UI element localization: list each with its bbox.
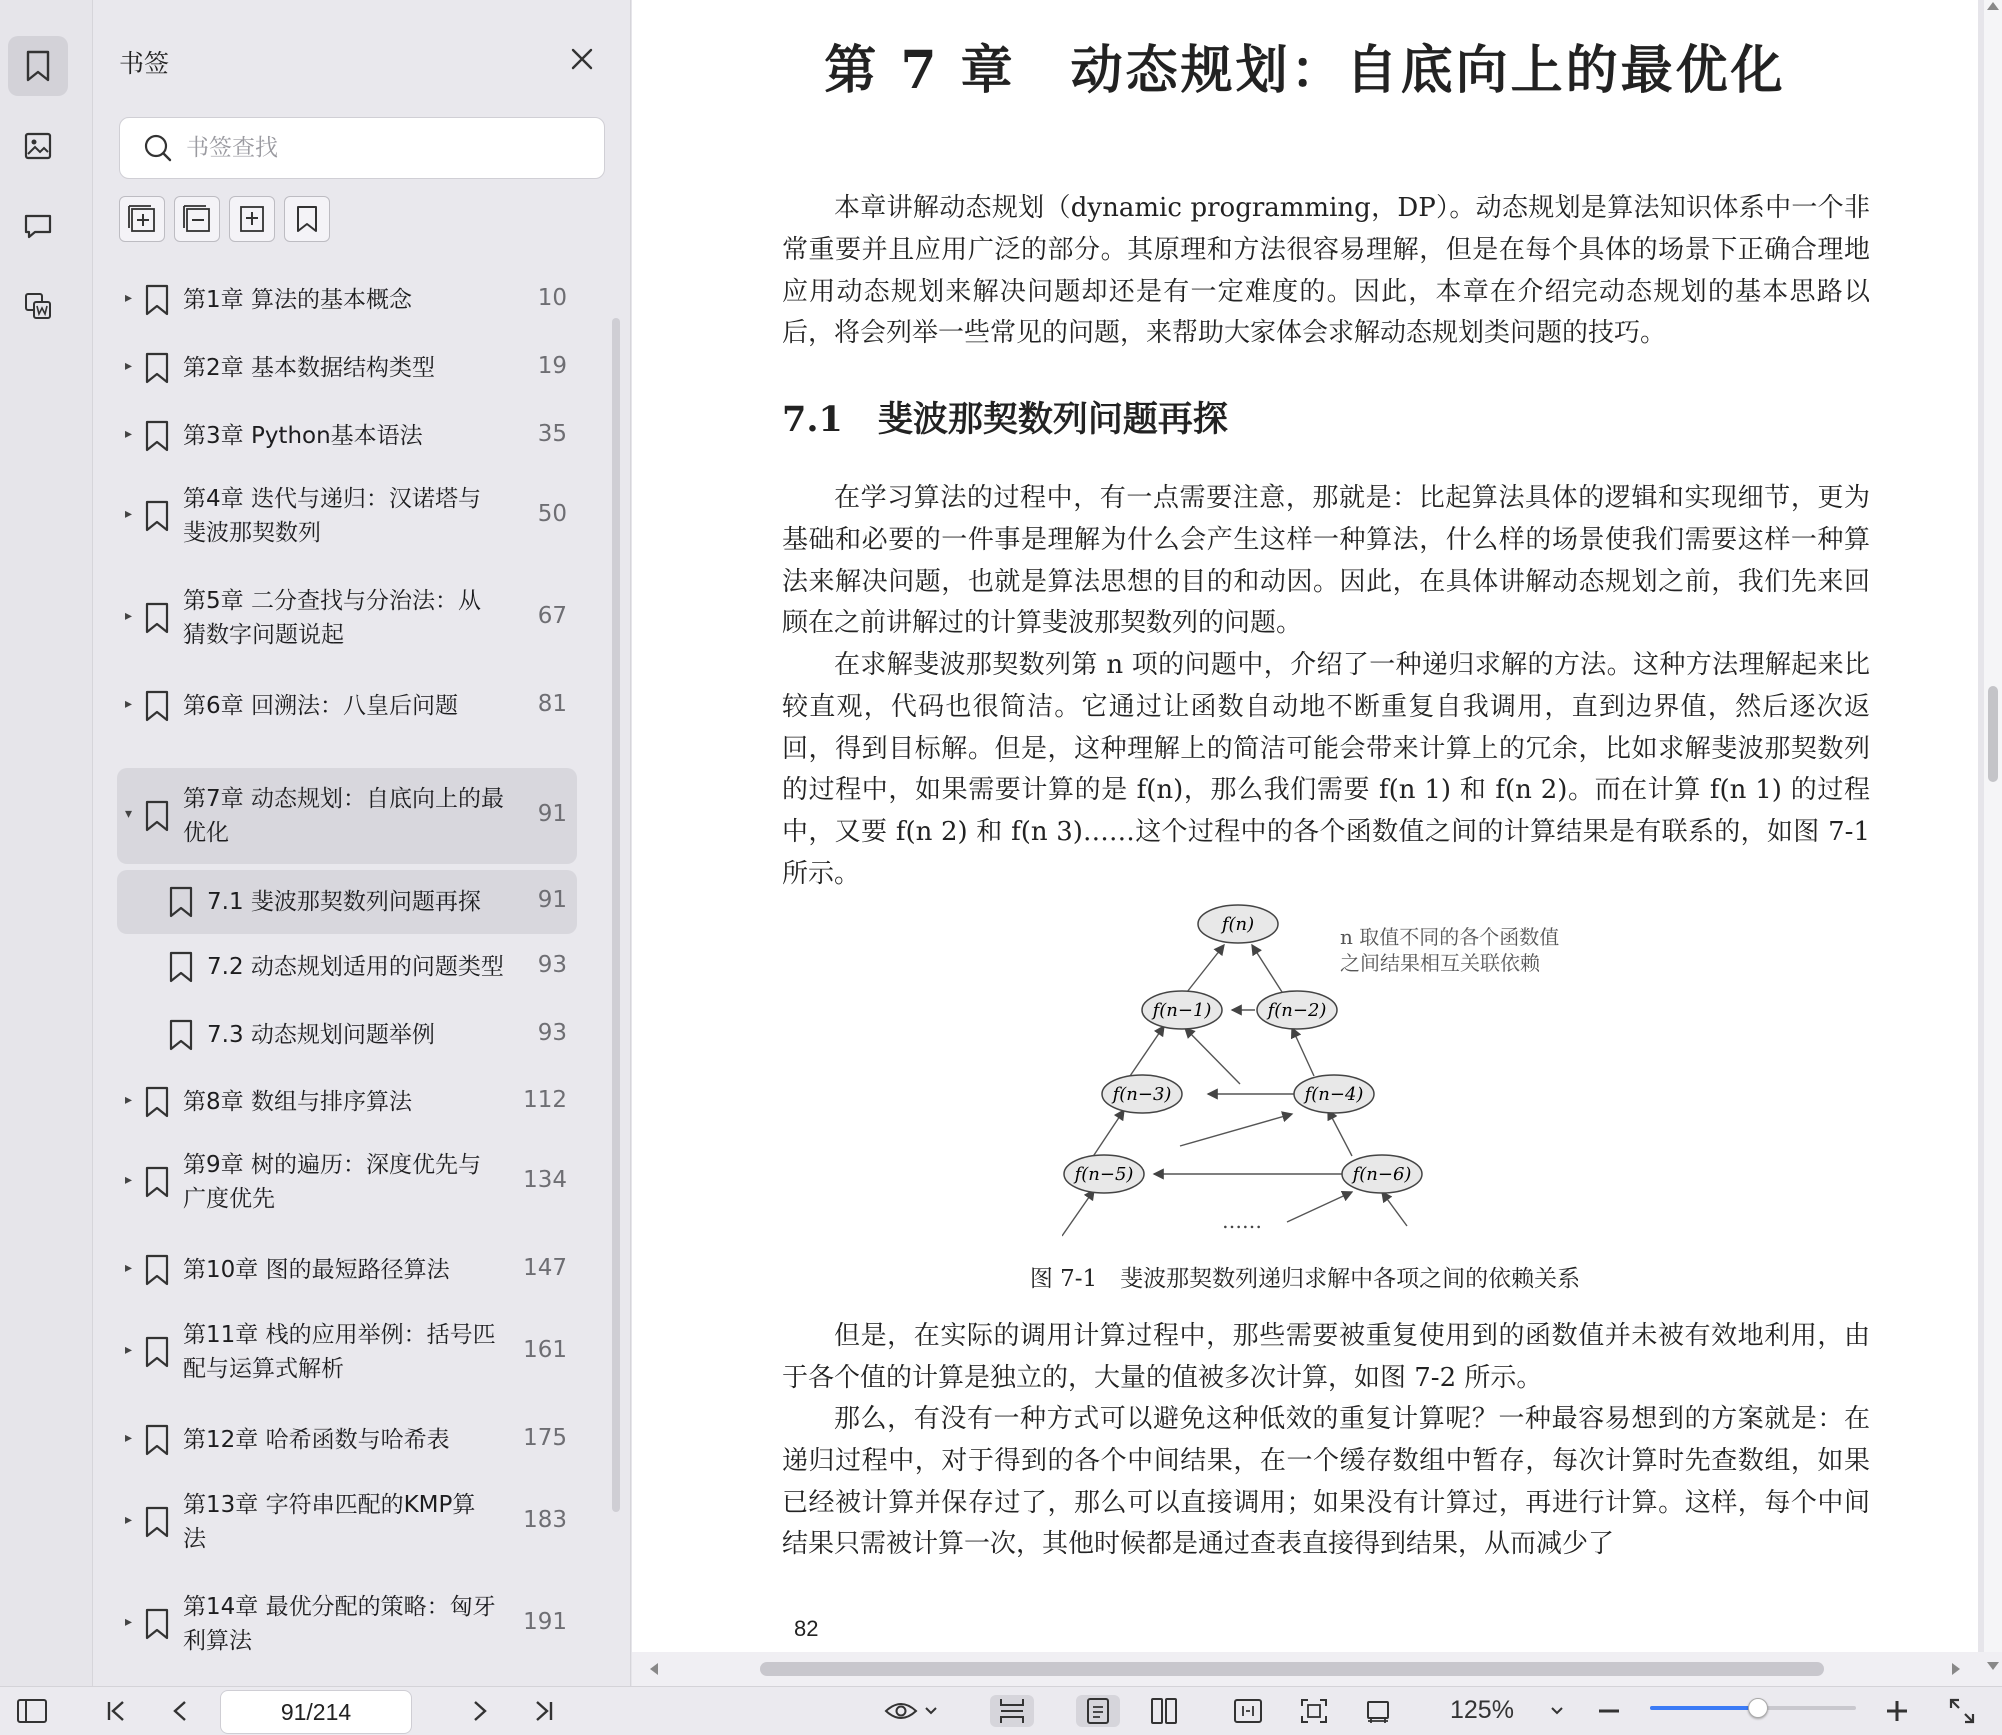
chapter-title: 第 7 章 动态规划：自底向上的最优化 (824, 40, 1786, 101)
bookmark-page-number: 10 (537, 285, 567, 311)
bookmark-icon (143, 1085, 171, 1123)
expand-triangle-icon[interactable]: ▸ (125, 1430, 133, 1446)
scroll-up-icon[interactable] (1987, 2, 1999, 12)
add-bookmark-button[interactable] (229, 196, 275, 242)
bookmark-page-number: 134 (523, 1167, 567, 1193)
sidebar-title: 书签 (119, 49, 170, 78)
bookmark-label (183, 1318, 496, 1386)
bookmark-item[interactable] (117, 1136, 577, 1228)
bookmark-label-line: 第3章 Python基本语法 (183, 423, 423, 449)
bookmark-icon (143, 419, 171, 457)
bookmark-item[interactable] (117, 408, 577, 464)
next-page-button[interactable] (464, 1695, 496, 1727)
bookmark-icon (143, 1165, 171, 1203)
rotate-button[interactable] (1356, 1695, 1400, 1727)
fig-ellipsis: …… (1222, 1209, 1262, 1233)
bookmark-icon (143, 1423, 171, 1461)
bookmark-item[interactable] (117, 1074, 577, 1130)
body-paragraph-3: 但是，在实际的调用计算过程中，那些需要被重复使用到的函数值并未被有效地利用，由于各个值的计算是独立的，大量的值被多次计算，如图 7-2 所示。 (782, 1321, 1870, 1393)
expand-triangle-icon[interactable]: ▸ (125, 608, 133, 624)
bookmark-item[interactable] (117, 1578, 577, 1670)
bookmark-icon (143, 1505, 171, 1543)
chevron-left-icon (171, 1699, 189, 1723)
single-page-button[interactable] (1076, 1695, 1120, 1727)
zoom-out-button[interactable] (1592, 1695, 1626, 1727)
bookmark-label-line: 第12章 哈希函数与哈希表 (183, 1427, 450, 1453)
bookmark-subitem[interactable] (117, 870, 577, 934)
bookmark-label-line: 第1章 算法的基本概念 (183, 287, 412, 313)
bookmark-subitem[interactable] (117, 1006, 577, 1064)
figure-note-line-2: 之间结果相互关联依赖 (1340, 951, 1540, 975)
bookmark-label-line: 第2章 基本数据结构类型 (183, 355, 435, 381)
document-page (632, 0, 1978, 1652)
body-paragraph-1: 在学习算法的过程中，有一点需要注意，那就是：比起算法具体的逻辑和实现细节，更为基础和必要的一件事是理解为什么会产生这样一种算法，什么样的场景使我们需要这样一种算法来解决问题，也就是算法思想的目的和动因。因此，在具体讲解动态规划之前，我们先来回顾在之前讲解过的计算斐波那契数列的问题。 (782, 483, 1870, 639)
add-bookmark-icon (236, 203, 268, 235)
bookmark-label-line: 第5章 二分查找与分治法：从 (183, 588, 481, 614)
close-sidebar-button[interactable] (567, 44, 597, 74)
expand-triangle-icon[interactable]: ▸ (125, 1342, 133, 1358)
figure-note-line-1: n 取值不同的各个函数值 (1340, 925, 1560, 949)
bookmark-page-number: 35 (537, 421, 567, 447)
fit-page-button[interactable] (1292, 1695, 1336, 1727)
bookmark-label-line: 第10章 图的最短路径算法 (183, 1257, 450, 1283)
search-icon (142, 132, 174, 164)
bookmark-label (183, 1085, 412, 1119)
previous-page-button[interactable] (164, 1695, 196, 1727)
fig-node-fn-3: f(n−3) (1112, 1084, 1172, 1105)
bookmark-label-line: 第13章 字符串匹配的KMP算 (183, 1492, 476, 1518)
first-page-icon (105, 1699, 127, 1723)
bookmark-item[interactable] (117, 472, 577, 560)
view-mode-button[interactable] (880, 1695, 942, 1727)
bookmark-item[interactable] (117, 678, 577, 734)
bookmark-label (183, 1590, 496, 1658)
bookmark-item[interactable] (117, 574, 577, 662)
fig-node-fn: f(n) (1221, 914, 1255, 935)
expand-triangle-icon[interactable]: ▸ (125, 1512, 133, 1528)
eye-icon (884, 1699, 918, 1723)
bookmark-search (119, 117, 605, 179)
expand-triangle-icon[interactable]: ▸ (125, 1260, 133, 1276)
vertical-scrollbar[interactable] (1984, 0, 2002, 1652)
bookmark-label (183, 283, 412, 317)
expand-triangle-icon[interactable]: ▸ (125, 1092, 133, 1108)
expand-all-button[interactable] (119, 196, 165, 242)
bookmark-search-input[interactable] (184, 134, 568, 162)
bookmark-label-line: 第11章 栈的应用举例：括号匹 (183, 1322, 496, 1348)
fit-page-icon (1299, 1697, 1329, 1725)
bookmark-icon (143, 1335, 171, 1373)
bookmark-icon (167, 950, 195, 988)
annotation-panel-button[interactable] (8, 196, 68, 256)
bookmark-item[interactable] (117, 1476, 577, 1568)
bookmark-icon (167, 885, 195, 923)
continuous-scroll-icon (997, 1697, 1027, 1725)
fit-width-button[interactable] (1226, 1695, 1270, 1727)
bookmark-item[interactable] (117, 272, 577, 328)
zoom-slider[interactable] (1650, 1706, 1856, 1710)
bookmark-page-number: 161 (523, 1337, 567, 1363)
zoom-slider-knob[interactable] (1748, 1698, 1768, 1718)
zoom-level[interactable]: 125% (1450, 1696, 1514, 1724)
first-page-button[interactable] (100, 1695, 132, 1727)
bookmark-label (183, 1488, 475, 1556)
section-title: 7.1 斐波那契数列问题再探 (782, 399, 1228, 440)
body-paragraph-4: 那么，有没有一种方式可以避免这种低效的重复计算呢？一种最容易想到的方案就是：在递归过程中，对于得到的各个中间结果，在一个缓存数组中暂存，每次计算时先查数组，如果已经被计算并保存过了，那么可以直接调用；如果没有计算过，再进行计算。这样，每个中间结果只需被计算一次，其他时候都是通过查表直接得到结果，从而减少了 (782, 1404, 1870, 1560)
bookmark-label-line: 第9章 树的遍历：深度优先与 (183, 1152, 481, 1178)
bookmark-page-number: 91 (537, 801, 567, 827)
fit-width-icon (1233, 1698, 1263, 1724)
bookmark-page-number: 112 (523, 1087, 567, 1113)
bookmark-label-line: 法 (183, 1526, 206, 1552)
thumbnail-panel-button[interactable] (8, 116, 68, 176)
bookmark-page-number: 183 (523, 1507, 567, 1533)
bookmark-label-line: 利算法 (183, 1628, 252, 1654)
bookmark-panel-button[interactable] (8, 36, 68, 96)
bookmark-label (183, 1253, 450, 1287)
fig-node-fn-4: f(n−4) (1304, 1084, 1364, 1105)
bookmark-label-line: 第7章 动态规划：自底向上的最 (183, 786, 504, 812)
bookmark-icon (143, 499, 171, 537)
bookmark-label (207, 950, 504, 984)
bookmark-icon (143, 601, 171, 639)
zoom-in-button[interactable] (1880, 1695, 1914, 1727)
page-number: 82 (794, 1616, 819, 1641)
bookmark-page-number: 147 (523, 1255, 567, 1281)
bookmark-label-line: 7.2 动态规划适用的问题类型 (207, 954, 504, 980)
bookmark-label-line: 第14章 最优分配的策略：匈牙 (183, 1594, 496, 1620)
two-page-icon (1150, 1697, 1178, 1725)
bookmark-label-line: 第6章 回溯法：八皇后问题 (183, 693, 458, 719)
bookmark-label-line: 优化 (183, 820, 229, 846)
last-page-icon (533, 1699, 555, 1723)
bookmark-item[interactable] (117, 340, 577, 396)
bookmark-icon (143, 799, 171, 837)
bookmark-subitem[interactable] (117, 938, 577, 996)
collapse-all-button[interactable] (174, 196, 220, 242)
fig-node-fn-2: f(n−2) (1267, 1000, 1327, 1021)
bookmark-icon (143, 1607, 171, 1645)
bookmark-page-button[interactable] (284, 196, 330, 242)
page-number-input[interactable] (220, 1690, 412, 1734)
bookmark-label-line: 斐波那契数列 (183, 520, 321, 546)
bookmark-label (183, 351, 435, 385)
bookmark-label (207, 1018, 435, 1052)
bookmark-outline-icon (291, 203, 323, 235)
expand-triangle-icon[interactable]: ▸ (125, 506, 133, 522)
bookmark-label (183, 419, 423, 453)
bookmark-label (183, 1148, 481, 1216)
bookmark-label-line: 广度优先 (183, 1186, 275, 1212)
bookmark-label (183, 782, 504, 850)
body-paragraph-2: 在求解斐波那契数列第 n 项的问题中，介绍了一种递归求解的方法。这种方法理解起来比较直观，代码也很简洁。它通过让函数自动地不断重复自我调用，直到边界值，然后逐次返回，得到目标解。但是，这种理解上的简洁可能会带来计算上的冗余，比如求解斐波那契数列的过程中，如果需要计算的是 f(n)，那么我们需要 f(n 1) 和 f(n 2)。而在计算 f(n 1) 的过程中，又要 f(n 2) 和 f(n 3)……这个过程中的各个函数值之间的计算结果是有联系的，如图 7-1 所示。 (782, 650, 1870, 889)
left-rail (0, 0, 93, 1686)
bookmark-page-number: 93 (537, 1020, 567, 1046)
bookmark-page-number: 19 (537, 353, 567, 379)
bookmark-label-line: 猜数字问题说起 (183, 622, 344, 648)
word-convert-button[interactable] (8, 276, 68, 336)
expand-triangle-icon[interactable]: ▸ (125, 290, 133, 306)
single-page-icon (1085, 1697, 1111, 1725)
bookmark-sidebar (93, 0, 631, 1686)
sidebar-toggle-icon (16, 1698, 48, 1724)
image-icon (22, 130, 54, 162)
bookmark-label (183, 689, 458, 723)
bookmark-item[interactable] (117, 1306, 577, 1398)
fullscreen-icon (1948, 1697, 1976, 1725)
continuous-scroll-button[interactable] (990, 1695, 1034, 1727)
close-icon (567, 44, 597, 74)
bookmark-icon (143, 1253, 171, 1291)
bookmark-icon (143, 351, 171, 389)
bookmark-icon (23, 49, 53, 83)
two-page-button[interactable] (1142, 1695, 1186, 1727)
fullscreen-button[interactable] (1944, 1695, 1980, 1727)
sidebar-scrollbar[interactable] (612, 318, 620, 1512)
figure-note (1340, 924, 1559, 976)
bookmark-page-number: 50 (537, 501, 567, 527)
bookmark-page-number: 93 (537, 952, 567, 978)
intro-paragraph: 本章讲解动态规划（dynamic programming，DP）。动态规划是算法知识体系中一个非常重要并且应用广泛的部分。其原理和方法很容易理解，但是在每个具体的场景下正确合理地应用动态规划来解决问题却还是有一定难度的。因此，本章在介绍完动态规划的基本思路以后，将会列举一些常见的问题，来帮助大家体会求解动态规划类问题的技巧。 (782, 193, 1870, 349)
bookmark-label (183, 1423, 450, 1457)
collapse-all-icon (181, 203, 213, 235)
expand-triangle-icon[interactable]: ▸ (125, 1172, 133, 1188)
bookmark-page-number: 175 (523, 1425, 567, 1451)
bookmark-label (183, 584, 481, 652)
bookmark-label (183, 482, 481, 550)
bookmark-icon (143, 283, 171, 321)
toggle-sidebar-button[interactable] (14, 1695, 50, 1727)
plus-icon (1884, 1698, 1910, 1724)
comment-icon (22, 210, 54, 242)
vertical-scroll-thumb[interactable] (1988, 686, 1998, 782)
rotate-icon (1363, 1697, 1393, 1725)
collapse-triangle-icon[interactable]: ▾ (125, 806, 133, 822)
chevron-down-icon (924, 1706, 938, 1716)
document-convert-icon (22, 290, 54, 322)
zoom-slider-fill (1650, 1706, 1757, 1710)
last-page-button[interactable] (528, 1695, 560, 1727)
bookmark-label-line: 7.1 斐波那契数列问题再探 (207, 889, 481, 915)
scroll-down-icon[interactable] (1987, 1660, 1999, 1670)
bookmark-icon (143, 689, 171, 727)
fig-node-fn-6: f(n−6) (1352, 1164, 1412, 1185)
bookmark-page-number: 81 (537, 691, 567, 717)
bookmark-page-number: 67 (537, 603, 567, 629)
figure-caption: 图 7-1 斐波那契数列递归求解中各项之间的依赖关系 (1029, 1266, 1581, 1292)
zoom-dropdown-button[interactable] (1544, 1695, 1570, 1727)
scroll-right-icon[interactable] (1950, 1663, 1960, 1675)
horizontal-scrollbar[interactable] (632, 1652, 2002, 1686)
expand-triangle-icon[interactable]: ▸ (125, 1614, 133, 1630)
minus-icon (1596, 1698, 1622, 1724)
bookmark-page-number: 91 (537, 887, 567, 913)
fig-node-fn-1: f(n−1) (1152, 1000, 1212, 1021)
bookmark-label-line: 7.3 动态规划问题举例 (207, 1022, 435, 1048)
expand-all-icon (126, 203, 158, 235)
bookmark-label-line: 第4章 迭代与递归：汉诺塔与 (183, 486, 481, 512)
expand-triangle-icon[interactable]: ▸ (125, 426, 133, 442)
bookmark-icon (167, 1018, 195, 1056)
bookmark-item[interactable] (117, 768, 577, 864)
scroll-left-icon[interactable] (650, 1663, 660, 1675)
expand-triangle-icon[interactable]: ▸ (125, 358, 133, 374)
bookmark-label-line: 第8章 数组与排序算法 (183, 1089, 412, 1115)
chevron-right-icon (471, 1699, 489, 1723)
bookmark-label (207, 885, 481, 919)
expand-triangle-icon[interactable]: ▸ (125, 696, 133, 712)
bookmark-item[interactable] (117, 1412, 577, 1468)
bookmark-page-number: 191 (523, 1609, 567, 1635)
horizontal-scroll-thumb[interactable] (760, 1662, 1824, 1676)
bookmark-item[interactable] (117, 1242, 577, 1298)
bookmark-label-line: 配与运算式解析 (183, 1356, 344, 1382)
fig-node-fn-5: f(n−5) (1074, 1164, 1134, 1185)
chevron-down-icon (1550, 1706, 1564, 1716)
